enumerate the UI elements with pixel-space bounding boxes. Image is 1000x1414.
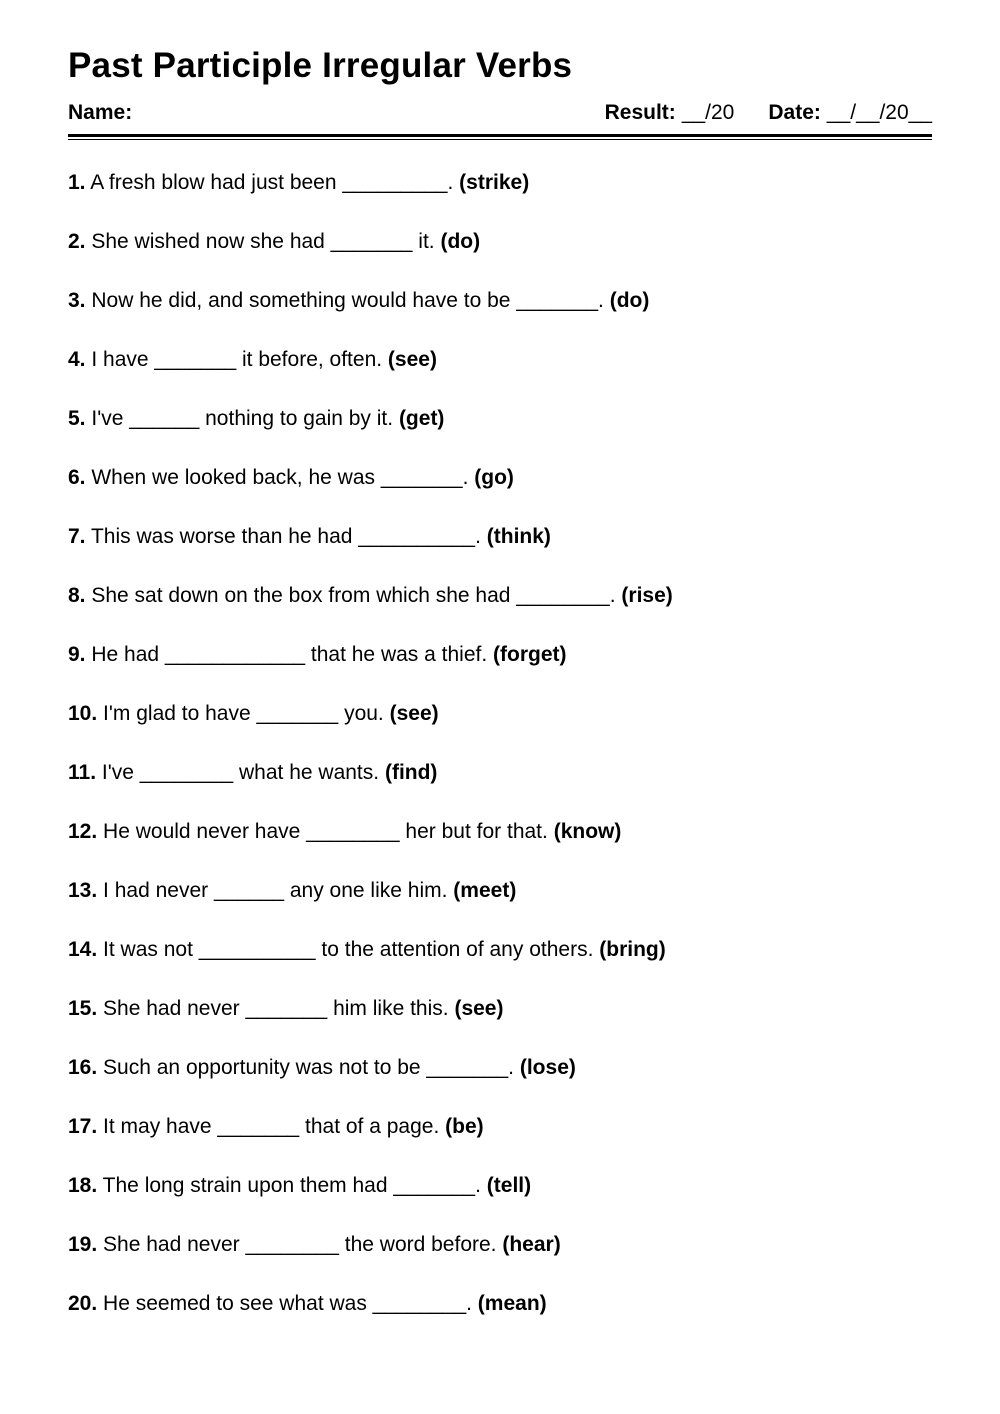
question-row xyxy=(68,525,932,548)
question-row xyxy=(68,348,932,371)
question-number: 4. xyxy=(68,348,86,371)
question-row xyxy=(68,289,932,312)
verb-hint: (tell) xyxy=(486,1174,532,1197)
verb-hint: (find) xyxy=(384,761,438,784)
question-list xyxy=(68,171,932,1315)
question-number: 10. xyxy=(68,702,98,725)
question-number: 14. xyxy=(68,938,98,961)
date-value: __/__/20__ xyxy=(826,101,932,124)
question-number: 6. xyxy=(68,466,86,489)
verb-hint: (see) xyxy=(389,702,439,725)
verb-hint: (rise) xyxy=(621,584,673,607)
question-row xyxy=(68,584,932,607)
question-text: She sat down on the box from which she had ________. xyxy=(91,584,616,607)
question-text: She had never _______ him like this. xyxy=(103,997,449,1020)
verb-hint: (think) xyxy=(486,525,551,548)
question-number: 17. xyxy=(68,1115,98,1138)
question-text: It was not __________ to the attention of any others. xyxy=(103,938,594,961)
question-row xyxy=(68,820,932,843)
question-number: 16. xyxy=(68,1056,98,1079)
question-number: 2. xyxy=(68,230,86,253)
question-number: 3. xyxy=(68,289,86,312)
verb-hint: (see) xyxy=(454,997,504,1020)
date-label: Date: xyxy=(768,101,821,124)
verb-hint: (be) xyxy=(445,1115,484,1138)
question-row xyxy=(68,407,932,430)
question-text: She wished now she had _______ it. xyxy=(91,230,435,253)
page-title: Past Participle Irregular Verbs xyxy=(68,46,573,85)
question-text: It may have _______ that of a page. xyxy=(103,1115,440,1138)
verb-hint: (lose) xyxy=(519,1056,576,1079)
question-text: I've ________ what he wants. xyxy=(101,761,380,784)
verb-hint: (bring) xyxy=(599,938,666,961)
question-row xyxy=(68,761,932,784)
question-text: This was worse than he had __________. xyxy=(90,525,481,548)
question-number: 18. xyxy=(68,1174,98,1197)
question-number: 12. xyxy=(68,820,98,843)
question-number: 15. xyxy=(68,997,98,1020)
worksheet-meta-row xyxy=(68,101,932,125)
question-text: The long strain upon them had _______. xyxy=(102,1174,481,1197)
question-row xyxy=(68,643,932,666)
result-label: Result: xyxy=(604,101,676,124)
verb-hint: (go) xyxy=(474,466,514,489)
verb-hint: (strike) xyxy=(459,171,530,194)
verb-hint: (do) xyxy=(609,289,650,312)
question-number: 8. xyxy=(68,584,86,607)
header-rule xyxy=(68,134,932,140)
question-row xyxy=(68,1174,932,1197)
verb-hint: (see) xyxy=(387,348,437,371)
question-row xyxy=(68,879,932,902)
question-text: He had ____________ that he was a thief. xyxy=(91,643,488,666)
question-text: I had never ______ any one like him. xyxy=(103,879,448,902)
verb-hint: (mean) xyxy=(477,1292,547,1315)
result-value: __/20 xyxy=(681,101,735,124)
question-row xyxy=(68,1292,932,1315)
question-row xyxy=(68,1056,932,1079)
question-text: When we looked back, he was _______. xyxy=(91,466,469,489)
question-text: She had never ________ the word before. xyxy=(103,1233,497,1256)
verb-hint: (do) xyxy=(440,230,481,253)
question-text: I'm glad to have _______ you. xyxy=(103,702,384,725)
question-number: 5. xyxy=(68,407,86,430)
question-text: I have _______ it before, often. xyxy=(91,348,383,371)
verb-hint: (hear) xyxy=(502,1233,561,1256)
meta-right-group xyxy=(605,101,932,125)
verb-hint: (know) xyxy=(553,820,622,843)
question-row xyxy=(68,997,932,1020)
question-row xyxy=(68,230,932,253)
verb-hint: (get) xyxy=(398,407,445,430)
question-row xyxy=(68,466,932,489)
date-field xyxy=(768,101,932,125)
result-field xyxy=(605,101,735,125)
question-text: A fresh blow had just been _________. xyxy=(90,171,454,194)
question-text: He would never have ________ her but for that. xyxy=(103,820,548,843)
question-row xyxy=(68,702,932,725)
question-row xyxy=(68,938,932,961)
verb-hint: (forget) xyxy=(493,643,567,666)
question-number: 9. xyxy=(68,643,86,666)
question-row xyxy=(68,1233,932,1256)
question-number: 19. xyxy=(68,1233,98,1256)
question-row xyxy=(68,171,932,194)
question-text: I've ______ nothing to gain by it. xyxy=(91,407,394,430)
question-number: 1. xyxy=(68,171,86,194)
question-row xyxy=(68,1115,932,1138)
question-number: 11. xyxy=(68,761,97,784)
question-text: Such an opportunity was not to be _______. xyxy=(103,1056,515,1079)
question-text: Now he did, and something would have to be _______. xyxy=(91,289,604,312)
question-text: He seemed to see what was ________. xyxy=(103,1292,472,1315)
question-number: 20. xyxy=(68,1292,98,1315)
name-label: Name: xyxy=(68,101,133,124)
verb-hint: (meet) xyxy=(453,879,517,902)
question-number: 13. xyxy=(68,879,98,902)
question-number: 7. xyxy=(68,525,86,548)
